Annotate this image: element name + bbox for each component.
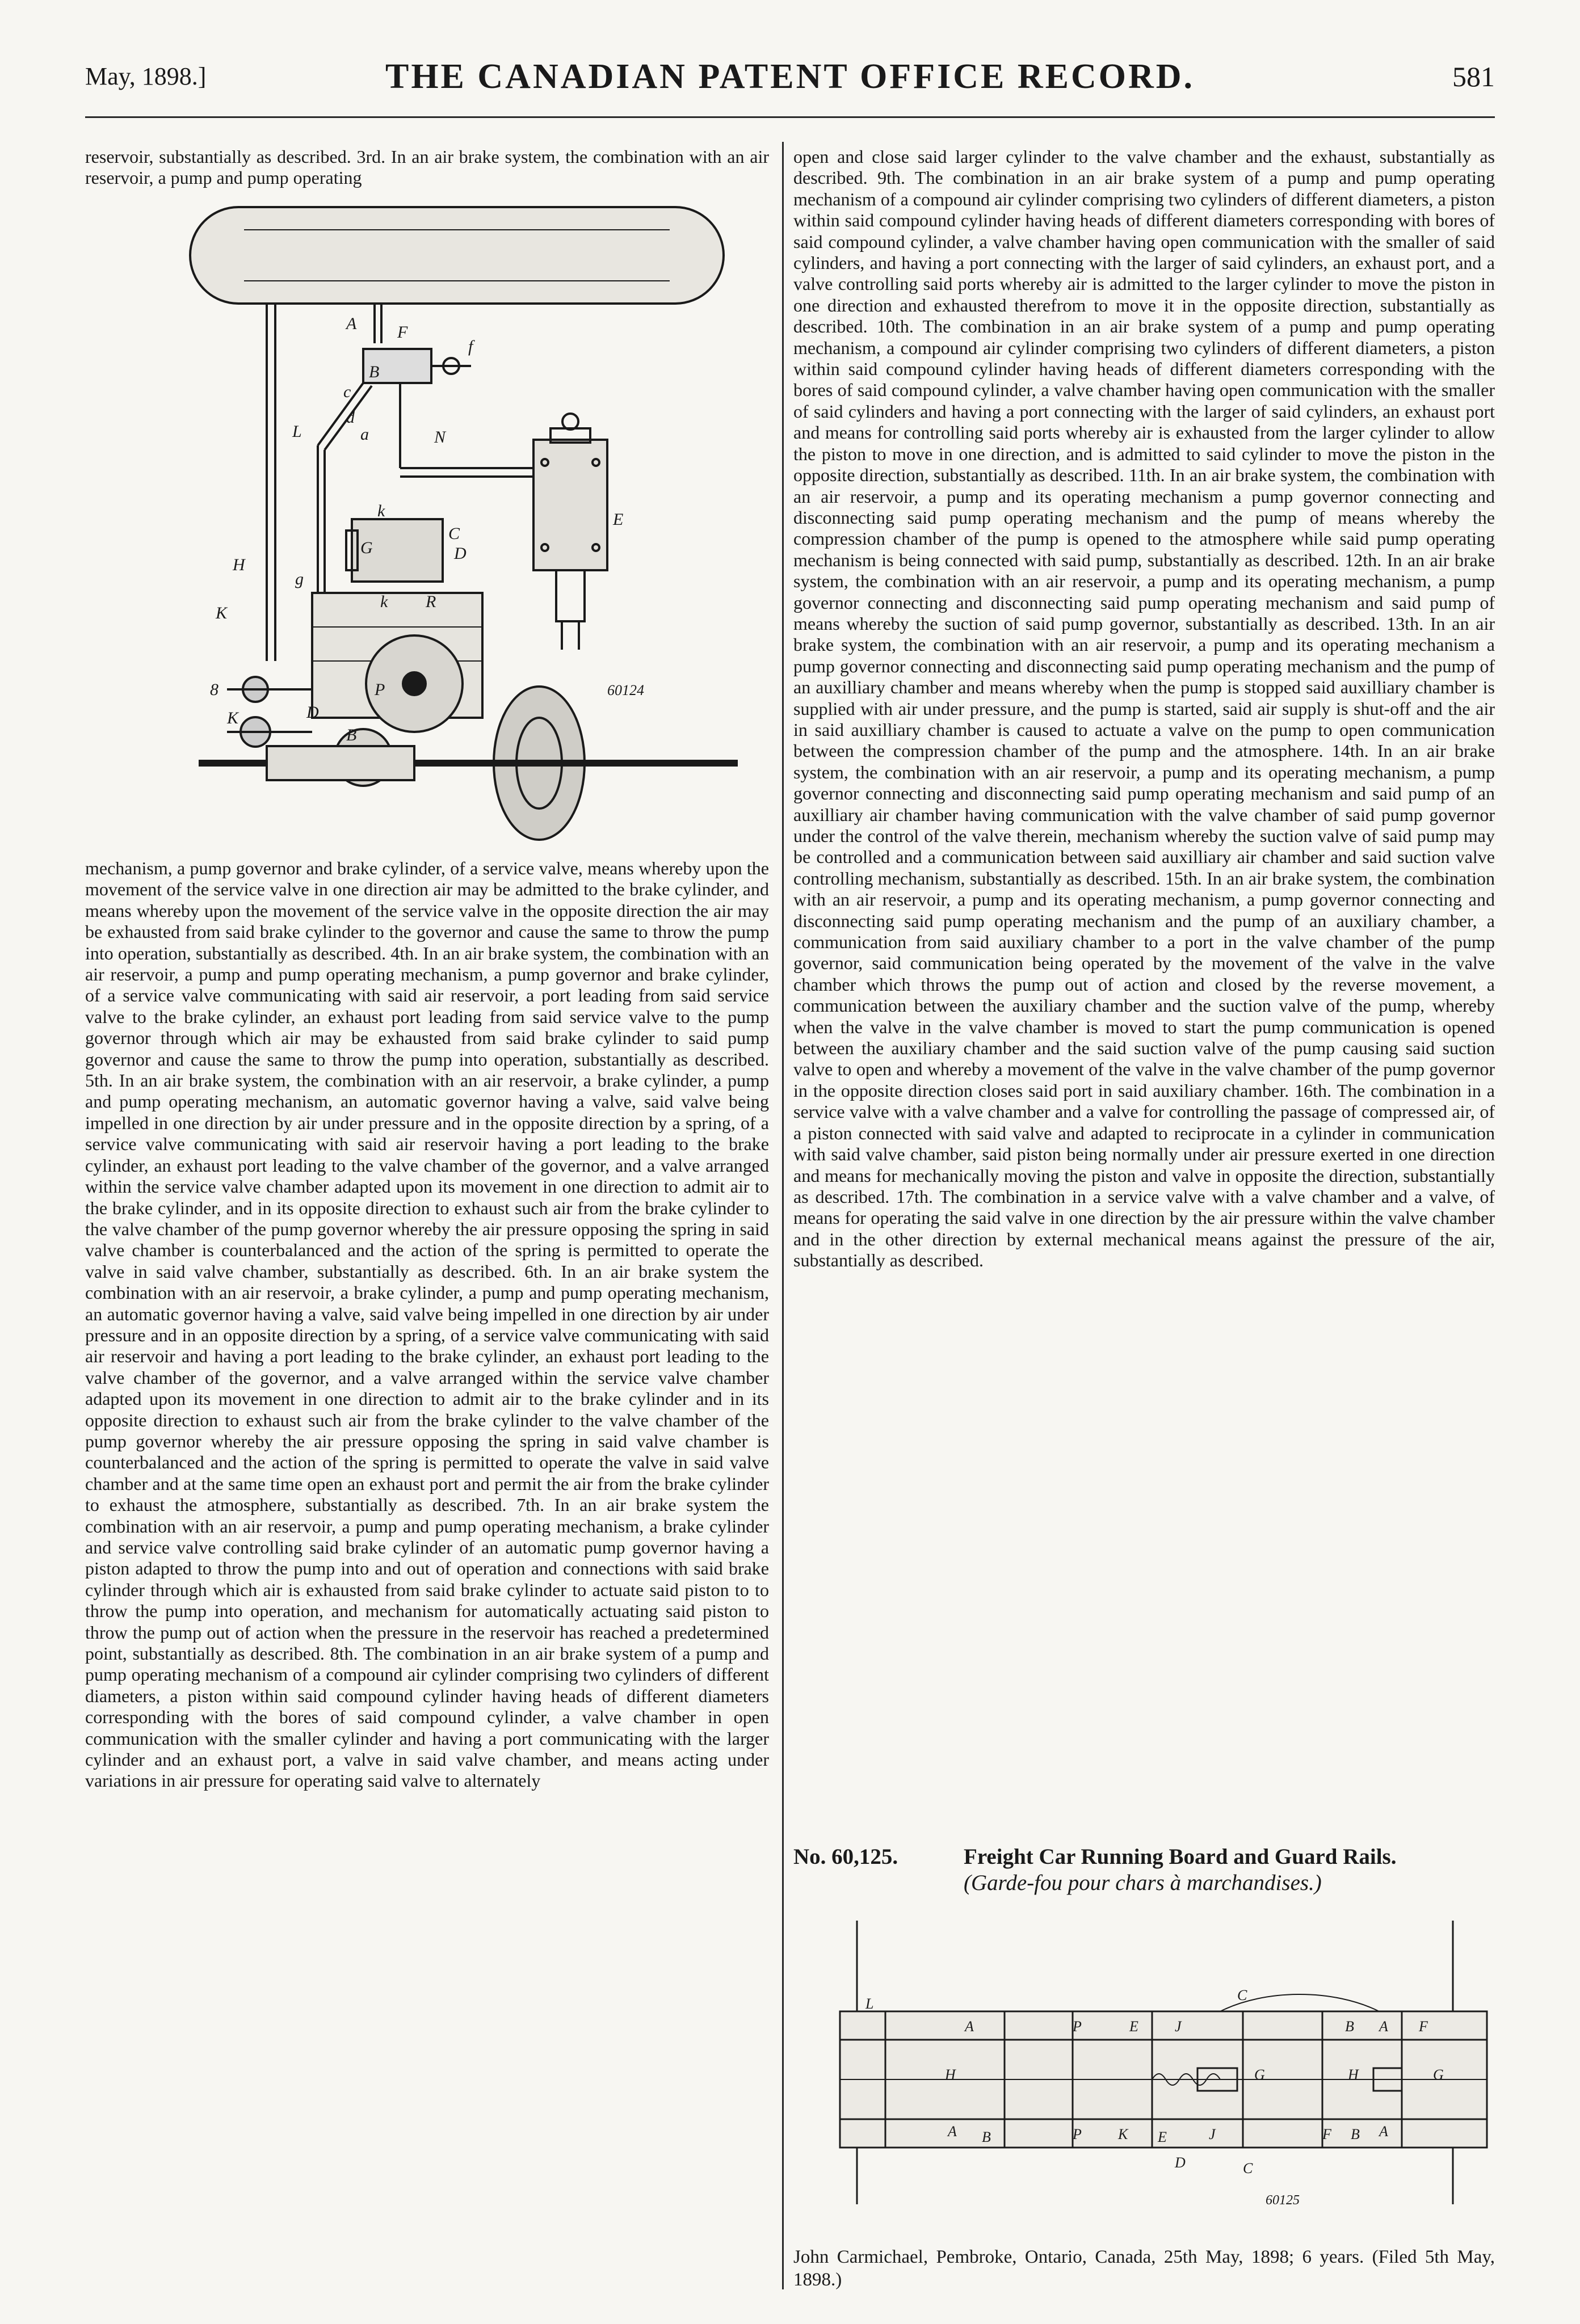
right-column-body <box>793 146 1495 1272</box>
fig2-label-a-top2: A <box>1379 2018 1388 2035</box>
air-brake-figure <box>176 196 743 843</box>
fig2-label-p-top: P <box>1073 2018 1082 2035</box>
patent-number: No. 60,125. <box>793 1845 898 1869</box>
fig1-label-f: F <box>397 323 408 342</box>
fig1-caption: 60124 <box>607 682 644 698</box>
fig2-label-k-bottom: K <box>1118 2126 1128 2142</box>
fig2-caption: 60125 <box>1266 2193 1300 2208</box>
claim-text-intro: reservoir, substantially as described. 3rd. In an air brake system, the combination with an air reservoir, a pump and pump operating <box>85 146 769 188</box>
fig2-label-f-bottom: F <box>1322 2126 1331 2142</box>
fig2-label-c-top: C <box>1237 1987 1247 2003</box>
fig1-label-k: k <box>377 502 385 520</box>
fig2-label-c-bottom: C <box>1243 2160 1253 2176</box>
fig2-label-g-mid: G <box>1254 2066 1265 2083</box>
fig1-label-a-small: a <box>360 425 369 444</box>
fig1-label-k-bottom: K <box>227 709 239 727</box>
fig1-label-k-lower: k <box>380 592 388 611</box>
claim-text-left: mechanism, a pump governor and brake cylinder, of a service valve, means whereby upon the movement of the service valve in one direction air may be admitted to the brake cylinder, and means whereby upon the movement of the service valve in the opposite direction the air may be exhausted from said brake cylinder to the governor and cause the same to throw the pump into operation, substantially as described. 4th. In an air brake system, the combination with an air reservoir, a pump and pump operating mechanism, a pump governor and brake cylinder, of a service valve communicating with said air reservoir, a port leading from said service valve to the brake cylinder, an exhaust port leading from said service valve to the pump governor through which air may be exhausted from said brake cylinder to said pump governor and cause the same to throw the pump into operation, substantially as described. 5th. In an air brake system, the combination with an air reservoir, a brake cylinder, a pump and pump operating mechanism, an automatic governor having a valve, said valve being impelled in one direction by air under pressure and in the opposite direction by a spring, of a service valve communicating with said air reservoir having a port leading to the brake cylinder, an exhaust port leading to the valve chamber of the governor, and a valve arranged within the service valve chamber adapted upon its movement in one direction to admit air to the brake cylinder, and in its opposite direction to exhaust such air from the brake cylinder to the valve chamber of the pump governor whereby the air pressure opposing the spring in said valve chamber is counterbalanced and the action of the spring is permitted to operate the valve in said valve chamber, substantially as described. 6th. In an air brake system the combination with an air reservoir, a brake cylinder, a pump and pump operating mechanism, an automatic governor having a valve, said valve being impelled in one direction by air under pressure and in an opposite direction by a spring, of a service valve communicating with said air reservoir and having a port leading to the brake cylinder, an exhaust port leading to the valve chamber of the governor, and a valve arranged within the service valve chamber adapted upon its movement in one direction to admit air to the brake cylinder and in its opposite direction to exhaust such air from the brake cylinder to the valve chamber of the pump governor whereby the air pressure opposing the spring in said valve chamber is counterbalanced and the action of the spring is permitted to operate the valve in said valve chamber and at the same time open an exhaust port and permit the air from the brake cylinder to exhaust the atmosphere, substantially as described. 7th. In an air brake system the combination with an air reservoir, a pump and pump operating mechanism, a brake cylinder and service valve controlling said brake cylinder of an automatic pump governor having a piston adapted to throw the pump into and out of operation and connections with said brake cylinder through which air is exhausted from said brake cylinder to actuate said piston to to throw the pump into operation, and mechanism for automatically actuating said piston to throw the pump out of action when the pressure in the reservoir has reached a predetermined point, substantially as described. 8th. The combination in an air brake system of a pump and pump operating mechanism of a compound air cylinder comprising two cylinders of different diameters, a piston within said compound cylinder having heads of different diameters corresponding with the bores of said compound cylinder, a valve chamber in open communication with the smaller cylinder and having a port communicating with the larger cylinder and an exhaust port, a valve in said valve chamber, and means acting under variations in air pressure for operating said valve to alternately <box>85 858 769 1791</box>
fig2-label-a-bottom2: A <box>1379 2123 1388 2140</box>
fig2-label-b-bottom2: B <box>1351 2126 1360 2142</box>
fig1-label-k-cap: K <box>216 604 228 622</box>
column-divider <box>782 142 784 2289</box>
fig2-label-p-bottom: P <box>1073 2126 1082 2142</box>
fig2-label-e-top: E <box>1129 2018 1138 2035</box>
running-board-figure <box>834 1909 1493 2227</box>
patentee-info: John Carmichael, Pembroke, Ontario, Canada, 25th May, 1898; 6 years. (Filed 5th May, 1898.) <box>793 2247 1495 2290</box>
page-number: 581 <box>1452 61 1495 92</box>
patent-title: Freight Car Running Board and Guard Rails. <box>964 1845 1397 1869</box>
fig1-label-b-bottom: B <box>346 726 357 744</box>
journal-title: THE CANADIAN PATENT OFFICE RECORD. <box>385 57 1195 96</box>
fig2-label-a-bottom: A <box>948 2123 957 2140</box>
left-column-intro <box>85 146 769 189</box>
header-rule <box>85 116 1495 118</box>
fig2-label-e-bottom: E <box>1158 2129 1167 2145</box>
fig1-label-d: d <box>346 408 355 427</box>
fig2-label-h-right: H <box>1348 2066 1359 2083</box>
left-column-body <box>85 858 769 1792</box>
fig1-label-l: L <box>292 422 302 441</box>
issue-date: May, 1898.] <box>85 62 207 90</box>
patent-notice-heading <box>793 1844 1495 1896</box>
fig1-label-h: H <box>233 555 245 574</box>
fig2-label-b-top: B <box>1345 2018 1354 2035</box>
fig2-label-l: L <box>865 1995 874 2012</box>
fig2-label-f-top: F <box>1419 2018 1428 2035</box>
fig2-label-d: D <box>1175 2154 1186 2171</box>
fig1-label-p: P <box>375 680 385 699</box>
fig1-label-b: B <box>369 363 380 381</box>
fig1-label-n: N <box>434 428 446 447</box>
fig1-label-e: E <box>613 510 624 529</box>
fig1-label-8: 8 <box>210 680 218 699</box>
fig1-label-g: G <box>360 538 373 557</box>
fig1-label-f-small: f <box>468 337 473 356</box>
fig1-label-g-small: g <box>295 570 304 588</box>
fig1-label-c-cap: C <box>448 524 460 543</box>
page-header <box>85 54 1495 99</box>
fig2-label-j-bottom: J <box>1209 2126 1216 2142</box>
fig1-label-d-bottom: D <box>306 703 319 722</box>
fig1-label-a: A <box>346 314 357 333</box>
fig2-label-h-left: H <box>945 2066 956 2083</box>
fig2-label-j-top: J <box>1175 2018 1182 2035</box>
fig2-label-b-bottom: B <box>982 2129 991 2145</box>
claim-text-right: open and close said larger cylinder to the valve chamber and the exhaust, substantially as described. 9th. The combination in an air brake system of a pump and pump operating mechanism of a compound air cylinder comprising two cylinders of different diameters, a piston within said compound cylinder having heads of different diameters corresponding with bores of said compound cylinder, a valve chamber having open communication with the smaller of said cylinders, and having a port connecting with the larger of said cylinders, an exhaust port, and a valve controlling said ports whereby air is admitted to the larger cylinder to move the piston in one direction and exhausted therefrom to move it in the opposite direction, substantially as described. 10th. The combination in an air brake system of a pump and pump operating mechanism, a compound air cylinder comprising two cylinders of different diameters, a piston within said compound cylinder having heads of different diameters corresponding with the bores of said compound cylinder, a valve chamber having open communication with the smaller of said cylinders and having a port connecting with the larger of said cylinders, an exhaust port and means for controlling said ports whereby air is exhausted from the larger cylinder to allow the piston to move in one direction, and is admitted to said cylinder to move the piston in the opposite direction, substantially as described. 11th. In an air brake system, the combination with an air reservoir, a pump and its operating mechanism a pump governor connecting and disconnecting said pump operating mechanism and the pump of means whereby the compression chamber of the pump is opened to the atmosphere while said pump operating mechanism is being connected with said pump, substantially as described. 12th. In an air brake system, the combination with an air reservoir, a pump and its operating mechanism, a pump governor connecting and disconnecting said pump operating mechanism and said pump of means whereby the suction of said pump governor, substantially as described. 13th. In an air brake system, the combination with an air reservoir, a pump and its operating mechanism a pump governor connecting and disconnecting said pump operating mechanism and the pump of an auxilliary chamber and means whereby when the pump is stopped said auxilliary chamber is supplied with air under pressure, and the pump is started, said air supply is shut-off and the air in said auxilliary chamber is caused to actuate a valve on the pump to open communication between the compression chamber of the pump and the atmosphere. 14th. In an air brake system, the combination with an air reservoir, a pump and its operating mechanism, a pump governor connecting and disconnecting said pump operating mechanism and said pump of an auxilliary air chamber having communication with the valve chamber of said pump governor under the control of the valve therein, mechanism whereby the suction valve of said pump may be controlled and a communication between said auxilliary air chamber and said suction valve controlling mechanism, substantially as described. 15th. In an air brake system, the combination with an air reservoir, a pump and its operating mechanism, a pump governor connecting and disconnecting said pump operating mechanism and the pump of an auxiliary chamber, a communication from said auxiliary chamber to a port in the valve chamber of the pump governor, said communication being operated by the movement of the valve in the valve chamber which throws the pump out of action and closed by the reverse movement, a communication between the auxiliary chamber and the suction valve of the pump, whereby when the valve in the valve chamber is moved to start the pump communication is opened between the auxiliary chamber and the said suction valve of the pump causing said suction valve to open and whereby a movement of the valve in the valve chamber of the pump governor in the opposite direction closes said port in said auxiliary chamber. 16th. The combination in a service valve with a valve chamber and a valve for controlling the passage of compressed air, of a piston connected with said valve and adapted to reciprocate in a cylinder in communication with said valve chamber, said piston being normally under air pressure exerted in one direction and means for mechanically moving the piston and valve in opposite the direction, substantially as described. 17th. The combination in a service valve with a valve chamber and a valve, of means for operating the said valve in one direction by the air pressure within the valve chamber and in the other direction by external mechanical means against the pressure of the air, substantially as described. <box>793 146 1495 1271</box>
fig2-label-g-right: G <box>1433 2066 1444 2083</box>
patent-french-title: (Garde-fou pour chars à marchandises.) <box>964 1871 1322 1895</box>
fig1-label-c: c <box>343 382 351 401</box>
fig1-label-r: R <box>426 592 436 611</box>
fig2-label-a-top: A <box>965 2018 974 2035</box>
patent-notice-footer <box>793 2246 1495 2291</box>
fig1-label-d-cap: D <box>454 544 467 563</box>
